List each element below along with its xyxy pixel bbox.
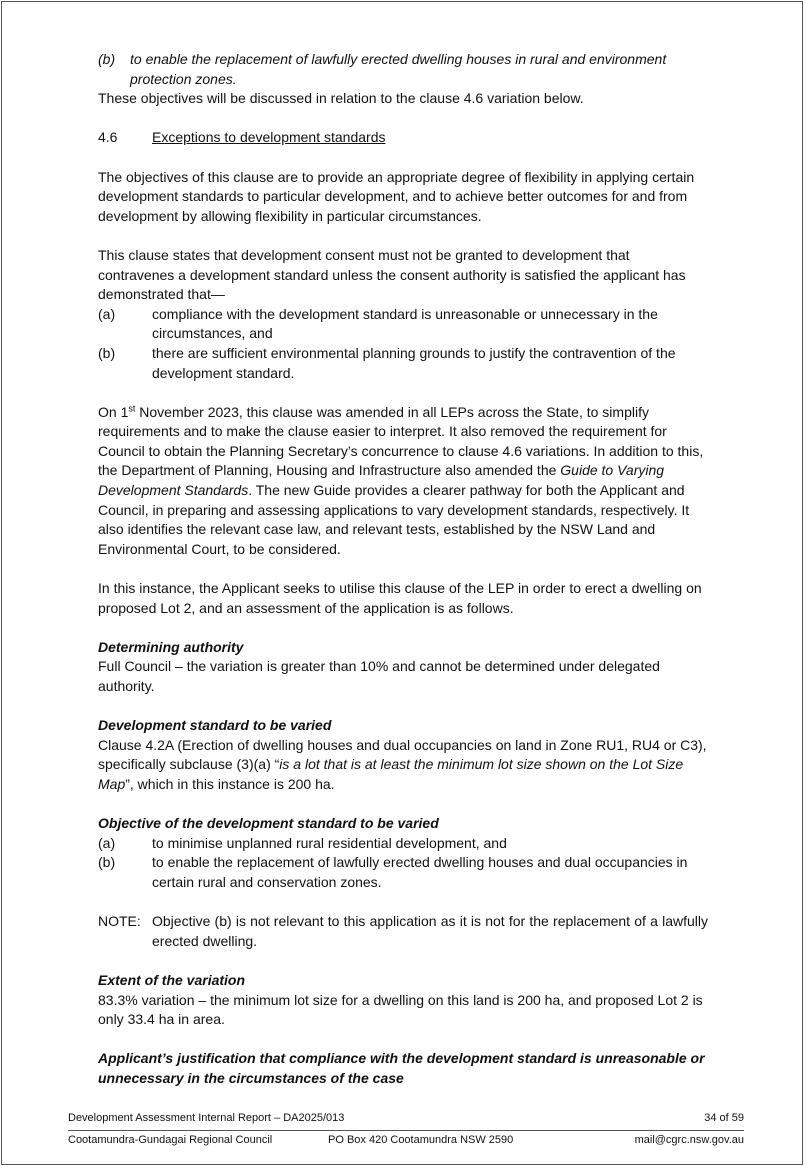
item-text: there are sufficient environmental planning grounds to justify the contravention of the development standard.: [152, 344, 676, 381]
clause-item-b: [98, 344, 708, 383]
footer-page-number: 34 of 59: [704, 1112, 744, 1124]
footer-organisation: Cootamundra-Gundagai Regional Council: [68, 1134, 273, 1146]
clause-para-2: This clause states that development consent must not be granted to development that contravenes a development standard unless the consent authority is satisfied the applicant has demonstrated that—: [98, 246, 686, 303]
extent-text: 83.3% variation – the minimum lot size for a dwelling on this land is 200 ha, and proposed Lot 2 is only 33.4 ha in area.: [98, 991, 703, 1028]
footer-contact-line: [68, 1134, 744, 1146]
objective-note: [98, 912, 708, 951]
footer-divider: [68, 1130, 744, 1131]
item-text: to minimise unplanned rural residential development, and: [152, 834, 507, 851]
intro-item-b: [98, 50, 708, 89]
item-text: to enable the replacement of lawfully erected dwelling houses in rural and environment protection zones.: [130, 51, 667, 87]
objective-heading: Objective of the development standard to be varied: [98, 815, 439, 832]
item-label: (a): [98, 834, 116, 851]
clause-para-1: The objectives of this clause are to provide an appropriate degree of flexibility in applying certain development standards to particular development, and to achieve better outcomes for and from development by allowing flexibility in particular circumstances.: [98, 168, 695, 224]
item-label: (b): [98, 344, 116, 361]
standard-varied-heading: Development standard to be varied: [98, 717, 332, 734]
footer-report-title: Development Assessment Internal Report – DA2025/013: [68, 1112, 345, 1124]
item-label: (b): [98, 51, 116, 67]
intro-closing: These objectives will be discussed in relation to the clause 4.6 variation below.: [98, 90, 584, 107]
standard-varied-text: Clause 4.2A (Erection of dwelling houses and dual occupancies on land in Zone RU1, RU4 or C3), specifically subclause (3)(a) “is a lot that is at least the minimum lot size shown on the Lot Size Map”, which in this instance is 200 ha.: [98, 736, 707, 792]
determining-authority-text: Full Council – the variation is greater than 10% and cannot be determined under delegated authority.: [98, 658, 660, 694]
note-label: NOTE:: [98, 913, 141, 930]
document-body: [98, 50, 708, 1088]
clause-para-4: In this instance, the Applicant seeks to utilise this clause of the LEP in order to erect a dwelling on proposed Lot 2, and an assessment of the application is as follows.: [98, 580, 702, 616]
footer-email: mail@cgrc.nsw.gov.au: [634, 1134, 744, 1146]
note-text: Objective (b) is not relevant to this application as it is not for the replacement of a lawfully erected dwelling.: [152, 913, 708, 949]
objective-item-b: [98, 853, 708, 892]
clause-para-3: On 1st November 2023, this clause was amended in all LEPs across the State, to simplify requirements and to make the clause easier to interpret. It also removed the requirement for Council to obtain the Planning Secretary’s concurrence to clause 4.6 variations. In addition to this, the Department of Planning, Housing and Infrastructure also amended the Guide to Varying Development Standards. The new Guide provides a clearer pathway for both the Applicant and Council, in preparing and assessing applications to vary development standards, respectively. It also identifies the relevant case law, and relevant tests, established by the NSW Land and Environmental Court, to be considered.: [98, 403, 704, 557]
item-label: (b): [98, 854, 116, 871]
objective-item-a: [98, 834, 708, 854]
extent-heading: Extent of the variation: [98, 971, 246, 988]
item-label: (a): [98, 305, 116, 322]
section-heading-4-6: [98, 128, 708, 148]
item-text: compliance with the development standard is unreasonable or unnecessary in the circumstances, and: [152, 305, 658, 342]
footer-report-line: [68, 1112, 744, 1124]
footer-address: PO Box 420 Cootamundra NSW 2590: [328, 1134, 514, 1146]
section-number: 4.6: [98, 129, 118, 146]
determining-authority-heading: Determining authority: [98, 638, 244, 655]
justification-heading: Applicant’s justification that compliance with the development standard is unreasonable or unnecessary in the circumstances of the case: [98, 1050, 705, 1086]
section-title: Exceptions to development standards: [152, 129, 386, 146]
clause-item-a: [98, 305, 708, 344]
item-text: to enable the replacement of lawfully erected dwelling houses and dual occupancies in certain rural and conservation zones.: [152, 854, 688, 890]
